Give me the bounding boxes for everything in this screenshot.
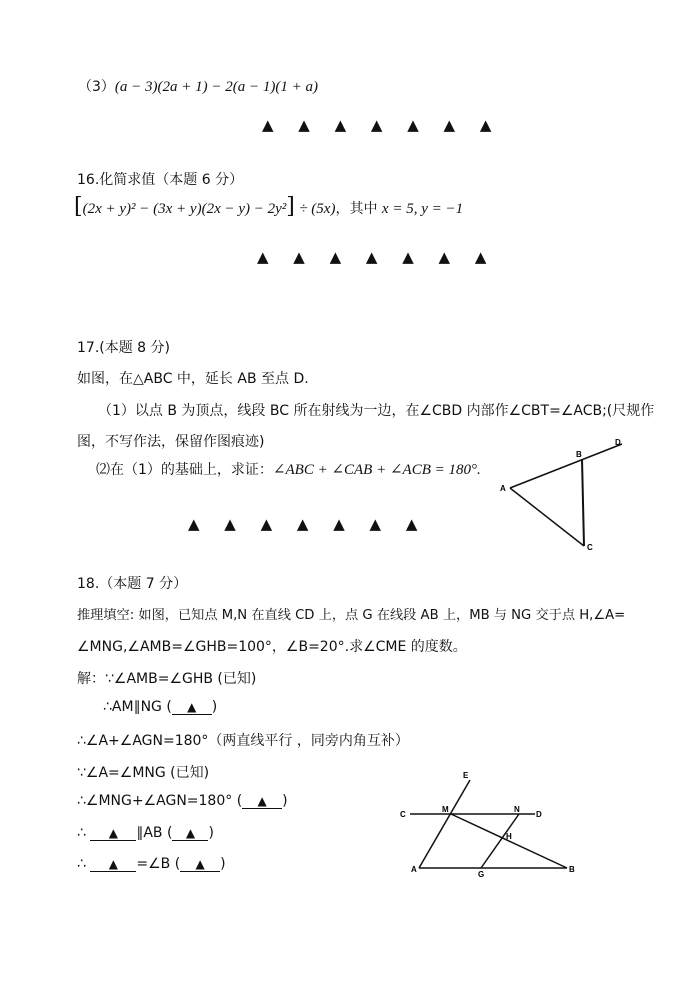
solution-line-7: ∴ ▲ =∠B ( ▲ ) <box>77 856 226 872</box>
segment-ac <box>510 488 584 546</box>
point-label-e: E <box>463 771 469 780</box>
segment-mb <box>451 814 567 868</box>
q15-3-expression: (a − 3)(2a + 1) − 2(a − 1)(1 + a) <box>114 79 318 95</box>
solution-line-4: ∵∠A=∠MNG (已知) <box>77 765 210 781</box>
q16-heading: 16.化简求值（本题 6 分） <box>77 172 244 188</box>
q17-intro: 如图，在△ABC 中，延长 AB 至点 D. <box>77 371 309 387</box>
point-label-g: G <box>478 870 485 879</box>
answer-blank[interactable]: ▲ <box>90 826 136 841</box>
answer-placeholder-triangles: ▲ ▲ ▲ ▲ ▲ ▲ ▲ <box>257 248 497 266</box>
line-ae <box>419 780 470 868</box>
point-label-c: C <box>587 543 593 552</box>
q17-part1-line2: 图，不写作法，保留作图痕迹) <box>77 434 265 450</box>
q16-expression: (2x + y)² − (3x + y)(2x − y) − 2y² <box>82 201 287 217</box>
point-label-a: A <box>500 484 506 493</box>
q17-part2 <box>96 459 481 479</box>
point-label-d: D <box>615 438 621 447</box>
q18-geometry-figure <box>395 768 585 880</box>
q17-part1-line1: （1）以点 B 为顶点，线段 BC 所在射线为一边，在∠CBD 内部作∠CBT=∠ACB;(尺规作 <box>98 403 655 419</box>
solution-line-1: 解：∵∠AMB=∠GHB (已知) <box>77 671 257 687</box>
point-label-h: H <box>506 832 512 841</box>
q18-problem-line2: ∠MNG,∠AMB=∠GHB=100°，∠B=20°.求∠CME 的度数。 <box>77 639 467 655</box>
q17-triangle-figure <box>498 432 638 557</box>
point-label-a: A <box>411 865 417 874</box>
solution-line-3: ∴∠A+∠AGN=180°（两直线平行 ，同旁内角互补） <box>77 733 409 749</box>
segment-ng <box>481 814 519 868</box>
point-label-m: M <box>442 805 449 814</box>
answer-blank[interactable]: ▲ <box>172 826 208 841</box>
q16-expression-line: [(2x + y)² − (3x + y)(2x − y) − 2y²] ÷ (5x)，其中 x = 5, y = −1 <box>74 194 464 219</box>
point-label-b: B <box>576 450 582 459</box>
solution-line-2: ∴AM∥NG ( ▲ ) <box>103 699 218 715</box>
q16-condition: x = 5, y = −1 <box>381 201 464 217</box>
q17-part2-prefix: ⑵在（1）的基础上，求证： <box>96 462 273 478</box>
segment-bc <box>582 459 584 546</box>
answer-placeholder-triangles: ▲ ▲ ▲ ▲ ▲ ▲ ▲ <box>188 515 428 533</box>
q16-divisor: ÷ (5x) <box>299 201 336 217</box>
point-label-d: D <box>536 810 542 819</box>
point-label-c: C <box>400 810 406 819</box>
line-ad <box>510 444 622 488</box>
q15-3-line <box>78 76 318 96</box>
answer-blank[interactable]: ▲ <box>242 794 282 809</box>
solution-line-5: ∴∠MNG+∠AGN=180° ( ▲ ) <box>77 793 288 809</box>
q18-heading: 18.（本题 7 分） <box>77 576 188 592</box>
answer-blank[interactable]: ▲ <box>90 857 136 872</box>
answer-blank[interactable]: ▲ <box>180 857 220 872</box>
q15-3-label: （3） <box>78 79 115 95</box>
q17-part2-expression: ∠ABC + ∠CAB + ∠ACB = 180°. <box>272 462 481 478</box>
point-label-b: B <box>569 865 575 874</box>
q18-problem-line1: 推理填空: 如图，已知点 M,N 在直线 CD 上，点 G 在线段 AB 上，MB 与 NG 交于点 H,∠A= <box>77 608 626 623</box>
point-label-n: N <box>514 805 520 814</box>
answer-placeholder-triangles: ▲ ▲ ▲ ▲ ▲ ▲ ▲ <box>262 116 502 134</box>
q16-condition-prefix: ，其中 <box>335 201 382 217</box>
answer-blank[interactable]: ▲ <box>172 700 212 715</box>
solution-line-6: ∴ ▲ ∥AB ( ▲ ) <box>77 825 214 841</box>
q17-heading: 17.(本题 8 分) <box>77 340 170 356</box>
